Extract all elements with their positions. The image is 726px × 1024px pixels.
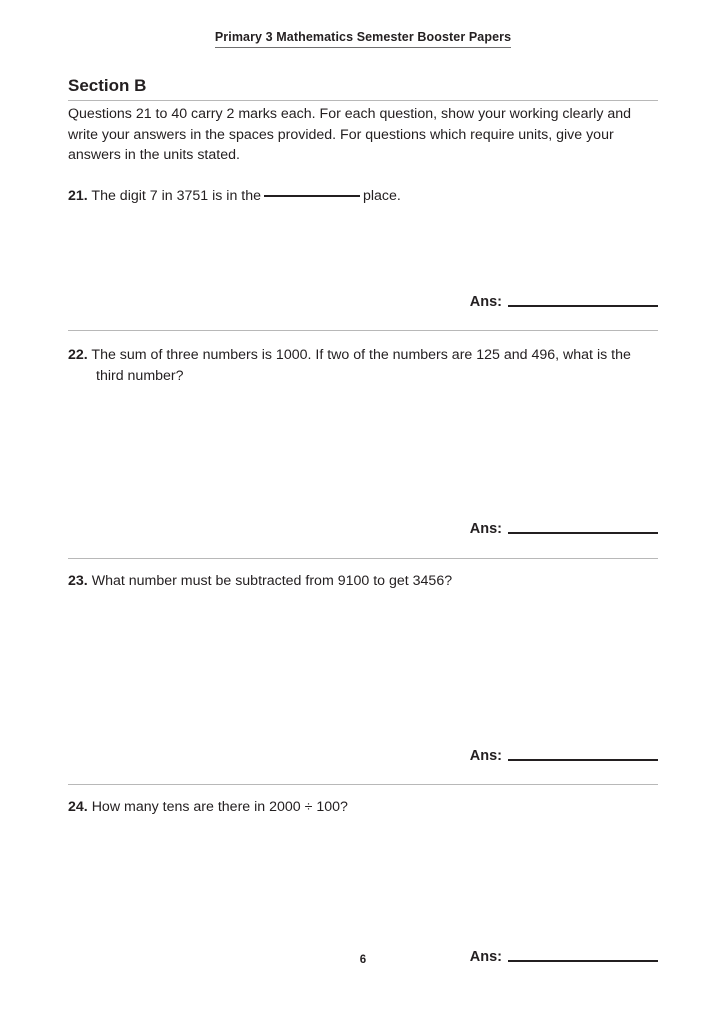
question-24-text	[68, 797, 660, 818]
answer-line-23[interactable]	[508, 759, 658, 761]
document-header-title: Primary 3 Mathematics Semester Booster Papers	[215, 30, 511, 48]
answer-row-22	[68, 521, 658, 537]
section-instructions: Questions 21 to 40 carry 2 marks each. For each question, show your working clearly and write your answers in the spaces provided. For questions which require units, give your answers in the units stated.	[68, 106, 632, 163]
question-23-number: 23.	[68, 573, 88, 589]
question-22-body: The sum of three numbers is 1000. If two of the numbers are 125 and 496, what is the third number?	[91, 347, 631, 384]
question-23-body: What number must be subtracted from 9100 to get 3456?	[91, 573, 453, 589]
question-22-number: 22.	[68, 347, 88, 363]
answer-label-22: Ans:	[469, 521, 502, 537]
question-24-number: 24.	[68, 799, 88, 815]
question-21	[68, 186, 660, 207]
answer-label-24: Ans:	[469, 949, 502, 965]
answer-line-22[interactable]	[508, 532, 658, 534]
question-24-body: How many tens are there in 2000 ÷ 100?	[91, 799, 348, 815]
question-21-inline-blank[interactable]	[264, 195, 360, 197]
answer-row-21	[68, 294, 658, 310]
question-separator-23	[68, 784, 658, 785]
question-21-body-after: place.	[363, 188, 401, 204]
answer-label-23: Ans:	[469, 748, 502, 764]
question-21-text	[68, 186, 660, 207]
question-separator-22	[68, 558, 658, 559]
answer-row-23	[68, 748, 658, 764]
document-header	[68, 28, 658, 48]
question-21-number: 21.	[68, 188, 88, 204]
question-23-text	[68, 571, 660, 592]
section-heading-block	[68, 76, 658, 101]
question-22	[68, 345, 660, 387]
question-22-text	[68, 345, 660, 387]
page-number: 6	[359, 954, 367, 966]
question-separator-21	[68, 330, 658, 331]
question-23	[68, 571, 660, 592]
question-21-body-before: The digit 7 in 3751 is in the	[91, 188, 261, 204]
section-divider	[68, 100, 658, 101]
question-24	[68, 797, 660, 818]
answer-label-21: Ans:	[469, 294, 502, 310]
section-title: Section B	[68, 76, 147, 95]
answer-line-21[interactable]	[508, 305, 658, 307]
